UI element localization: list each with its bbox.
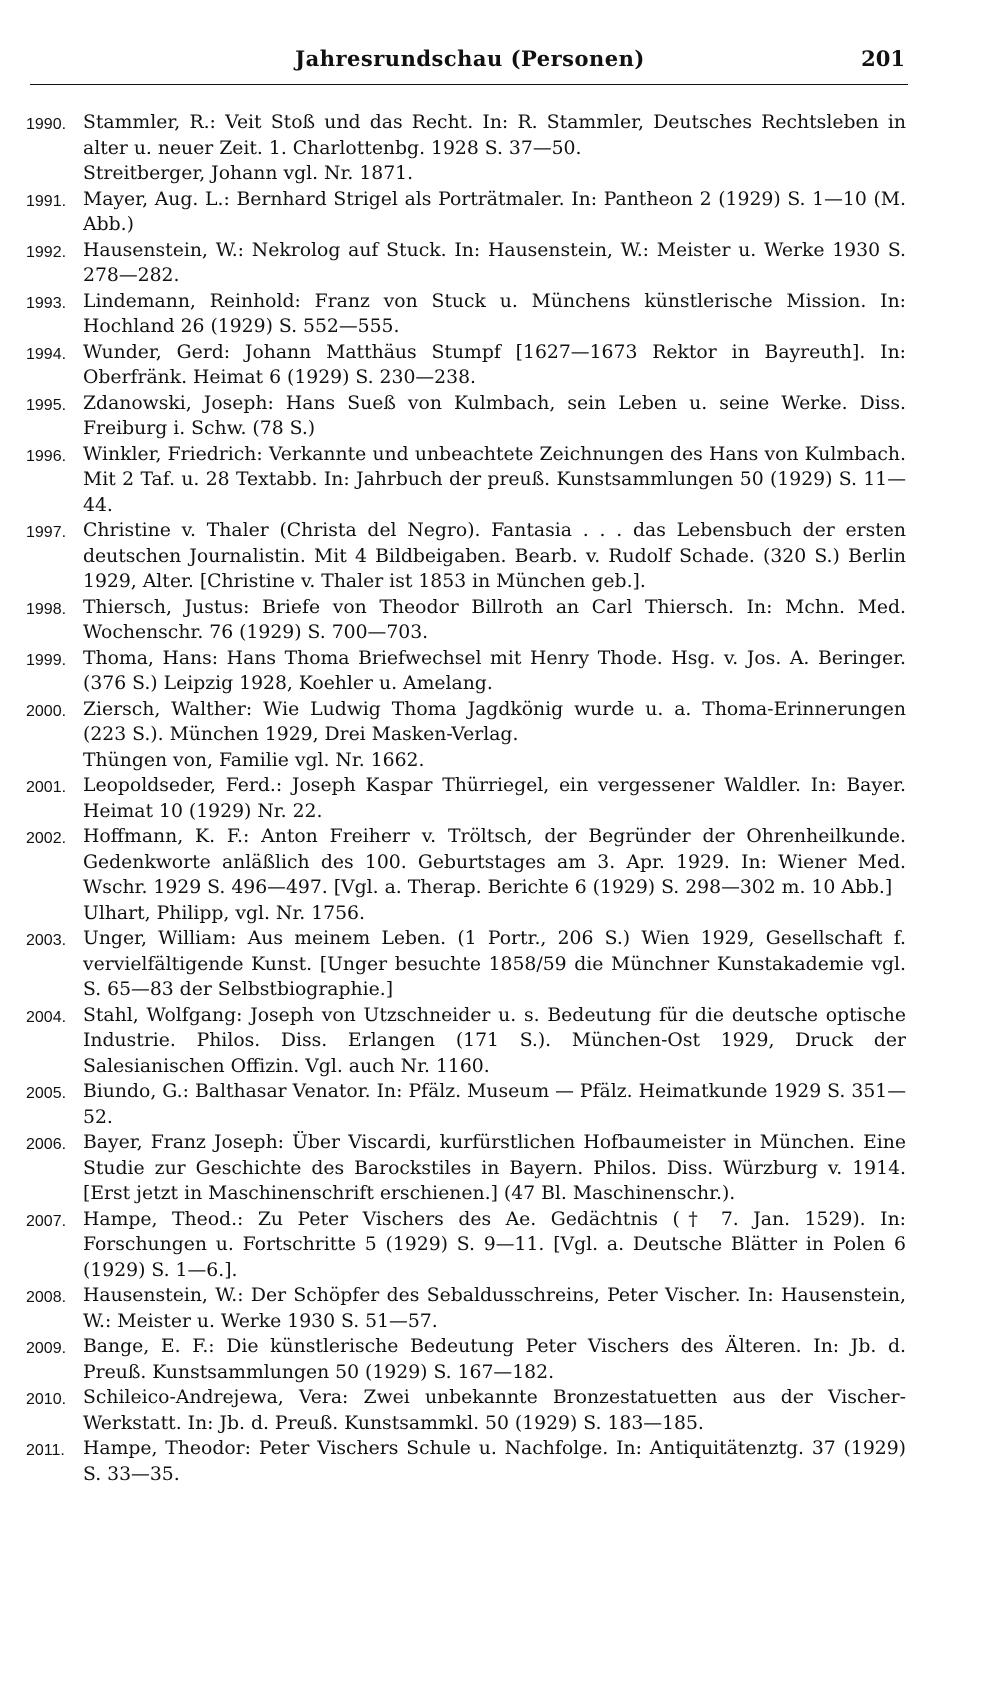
entry-text: Hampe, Theodor: Peter Vischers Schule u. Nachfolge. In: Antiquitätenztg. 37 (1929) S. 33—35. — [83, 1438, 906, 1485]
entry-number: 2010. — [26, 1391, 67, 1408]
page-number: 201 — [861, 46, 905, 71]
entry-number: 2003. — [26, 932, 67, 949]
entry-number: 1994. — [26, 345, 67, 363]
entry-number: 2001. — [26, 779, 67, 796]
bibliography-entry — [26, 187, 906, 238]
bibliography-entry — [26, 1385, 906, 1436]
bibliography-entry — [26, 1079, 906, 1130]
entry-text: Bayer, Franz Joseph: Über Viscardi, kurfürstlichen Hofbaumeister in München. Eine Studie zur Geschichte des Barockstiles in Bayern. Philos. Diss. Würzburg v. 1914. [Erst jetzt in Maschinenschrift erschienen.] (47 Bl. Maschinenschr.). — [83, 1132, 906, 1204]
entry-text: Lindemann, Reinhold: Franz von Stuck u. Münchens künstlerische Mission. In: Hochland 26 (1929) S. 552—555. — [83, 290, 906, 337]
entry-number: 1992. — [26, 243, 67, 261]
entry-number: 1990. — [26, 116, 67, 133]
entry-number: 1996. — [26, 447, 67, 465]
bibliography-entry — [26, 1207, 906, 1284]
bibliography-entry — [26, 391, 906, 442]
entry-number: 2007. — [26, 1212, 67, 1230]
bibliography-entry — [26, 289, 906, 340]
entry-text: Streitberger, Johann vgl. Nr. 1871. — [83, 163, 414, 184]
entry-number: 1998. — [26, 600, 67, 618]
bibliography-entry — [26, 110, 906, 161]
bibliography-entry — [26, 697, 906, 748]
entry-text: Winkler, Friedrich: Verkannte und unbeachtete Zeichnungen des Hans von Kulmbach. Mit 2 Taf. u. 28 Textabb. In: Jahrbuch der preuß. Kunstsammlungen 50 (1929) S. 11—44. — [83, 443, 906, 516]
entry-text: Christine v. Thaler (Christa del Negro). Fantasia . . . das Lebensbuch der ersten deutschen Journalistin. Mit 4 Bildbeigaben. Bearb. v. Rudolf Schade. (320 S.) Berlin 1929, Alter. [Christine v. Thaler ist 1853 in München geb.]. — [83, 520, 906, 592]
bibliography-entry — [26, 1436, 906, 1487]
entry-text: Wunder, Gerd: Johann Matthäus Stumpf [1627—1673 Rektor in Bayreuth]. In: Oberfränk. Heimat 6 (1929) S. 230—238. — [83, 341, 906, 388]
entry-number: 1993. — [26, 294, 67, 312]
bibliography-entry — [26, 1130, 906, 1207]
bibliography-entry — [26, 773, 906, 824]
entry-text: Thüngen von, Familie vgl. Nr. 1662. — [83, 749, 425, 771]
entry-text: Thiersch, Justus: Briefe von Theodor Billroth an Carl Thiersch. In: Mchn. Med. Wochenschr. 76 (1929) S. 700—703. — [83, 596, 906, 643]
bibliography-entry — [26, 1334, 906, 1385]
entry-text: Biundo, G.: Balthasar Venator. In: Pfälz. Museum — Pfälz. Heimatkunde 1929 S. 351—52. — [83, 1081, 906, 1128]
bibliography-entry — [26, 518, 906, 595]
cross-reference-entry — [26, 161, 906, 187]
entry-number: 2005. — [26, 1085, 67, 1102]
entry-number: 2009. — [26, 1340, 67, 1357]
entry-number: 1991. — [26, 192, 67, 210]
bibliography-entry — [26, 926, 906, 1003]
entry-text: Unger, William: Aus meinem Leben. (1 Portr., 206 S.) Wien 1929, Gesellschaft f. vervielfältigende Kunst. [Unger besuchte 1858/59 die Münchner Kunstakademie vgl. S. 65—83 der Selbstbiographie.] — [83, 928, 906, 1000]
cross-reference-entry — [26, 748, 906, 774]
bibliography-entry — [26, 595, 906, 646]
entry-number: 2008. — [26, 1289, 67, 1306]
entry-number: 2004. — [26, 1008, 67, 1026]
entry-text: Ulhart, Philipp, vgl. Nr. 1756. — [83, 902, 365, 924]
entry-number: 1999. — [26, 651, 67, 669]
bibliography-list — [26, 110, 906, 1487]
running-header-title: Jahresrundschau (Personen) — [295, 46, 645, 71]
entry-number: 2006. — [26, 1136, 67, 1153]
bibliography-entry — [26, 238, 906, 289]
cross-reference-entry — [26, 901, 906, 927]
entry-text: Thoma, Hans: Hans Thoma Briefwechsel mit Henry Thode. Hsg. v. Jos. A. Beringer. (376 S.) Leipzig 1928, Koehler u. Amelang. — [83, 647, 906, 694]
entry-number: 1997. — [26, 524, 67, 541]
entry-text: Ziersch, Walther: Wie Ludwig Thoma Jagdkönig wurde u. a. Thoma-Erinnerungen (223 S.). München 1929, Drei Masken-Verlag. — [83, 698, 906, 745]
bibliography-entry — [26, 442, 906, 519]
bibliography-entry — [26, 824, 906, 901]
entry-text: Hausenstein, W.: Der Schöpfer des Sebaldusschreins, Peter Vischer. In: Hausenstein, W.: Meister u. Werke 1930 S. 51—57. — [83, 1285, 906, 1332]
entry-text: Leopoldseder, Ferd.: Joseph Kaspar Thürriegel, ein vergessener Waldler. In: Bayer. Heimat 10 (1929) Nr. 22. — [83, 775, 906, 822]
bibliography-entry — [26, 1003, 906, 1080]
header-rule — [30, 84, 908, 85]
entry-text: Bange, E. F.: Die künstlerische Bedeutung Peter Vischers des Älteren. In: Jb. d. Preuß. Kunstsammlungen 50 (1929) S. 167—182. — [83, 1336, 906, 1383]
entry-number: 2011. — [26, 1442, 65, 1459]
bibliography-entry — [26, 340, 906, 391]
entry-text: Zdanowski, Joseph: Hans Sueß von Kulmbach, sein Leben u. seine Werke. Diss. Freiburg i. Schw. (78 S.) — [83, 392, 906, 439]
entry-text: Mayer, Aug. L.: Bernhard Strigel als Porträtmaler. In: Pantheon 2 (1929) S. 1—10 (M. Abb.) — [83, 188, 906, 235]
entry-text: Hausenstein, W.: Nekrolog auf Stuck. In: Hausenstein, W.: Meister u. Werke 1930 S. 278—282. — [83, 239, 906, 286]
entry-number: 1995. — [26, 396, 67, 414]
entry-text: Hampe, Theod.: Zu Peter Vischers des Ae. Gedächtnis († 7. Jan. 1529). In: Forschungen u. Fortschritte 5 (1929) S. 9—11. [Vgl. a. Deutsche Blätter in Polen 6 (1929) S. 1—6.]. — [83, 1208, 906, 1281]
entry-text: Schileico-Andrejewa, Vera: Zwei unbekannte Bronzestatuetten aus der Vischer-Werkstatt. In: Jb. d. Preuß. Kunstsammkl. 50 (1929) S. 183—185. — [83, 1387, 906, 1434]
entry-text: Hoffmann, K. F.: Anton Freiherr v. Tröltsch, der Begründer der Ohrenheilkunde. Gedenkworte anläßlich des 100. Geburtstages am 3. Apr. 1929. In: Wiener Med. Wschr. 1929 S. 496—497. [Vgl. a. Therap. Berichte 6 (1929) S. 298—302 m. 10 Abb.] — [83, 826, 906, 898]
entry-text: Stammler, R.: Veit Stoß und das Recht. In: R. Stammler, Deutsches Rechtsleben in alter u. neuer Zeit. 1. Charlottenbg. 1928 S. 37—50. — [83, 112, 906, 159]
bibliography-entry — [26, 646, 906, 697]
bibliography-entry — [26, 1283, 906, 1334]
entry-number: 2000. — [26, 702, 67, 720]
entry-text: Stahl, Wolfgang: Joseph von Utzschneider u. s. Bedeutung für die deutsche optische Industrie. Philos. Diss. Erlangen (171 S.). München-Ost 1929, Druck der Salesianischen Offizin. Vgl. auch Nr. 1160. — [83, 1004, 906, 1077]
entry-number: 2002. — [26, 830, 67, 847]
